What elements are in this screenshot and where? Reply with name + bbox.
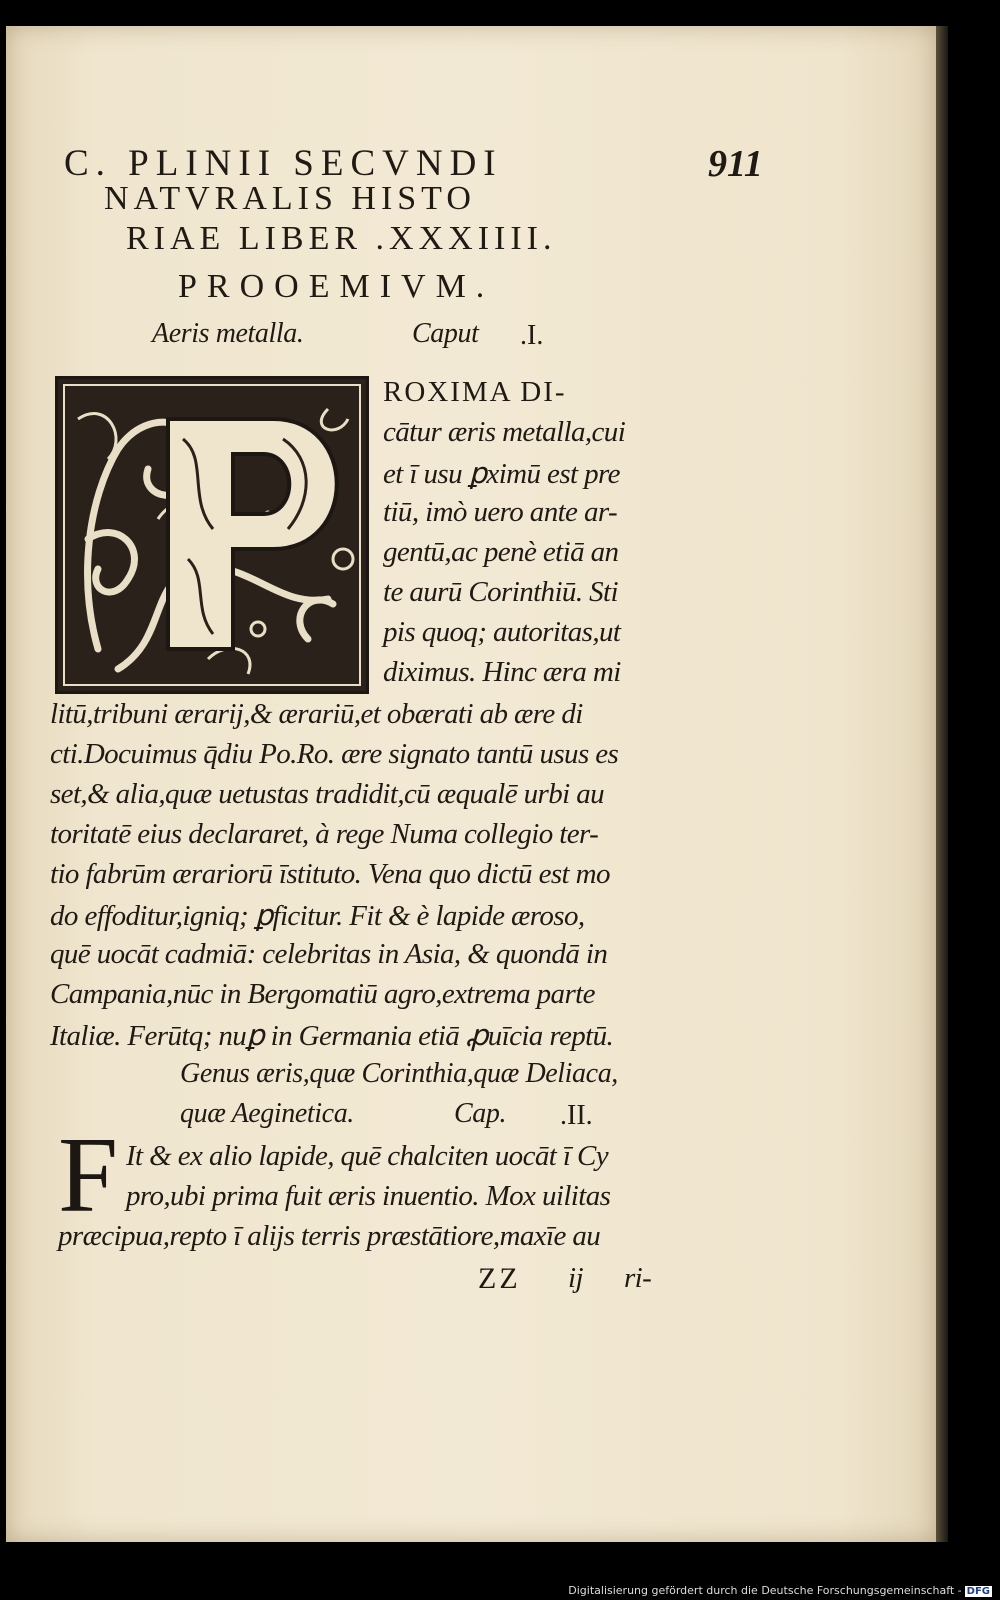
- decorated-initial-p: [55, 376, 369, 694]
- text-line-11: set,& alia,quæ uetustas tradidit,cū æqualē urbi au: [50, 778, 605, 810]
- text-line-10: cti.Docuimus q̄diu Po.Ro. ære signato tantū usus es: [50, 738, 619, 770]
- text-line-2: cātur æris metalla,cui: [383, 416, 626, 448]
- chapter-2-number: .II.: [560, 1100, 593, 1131]
- text-line-8: diximus. Hinc æra mi: [383, 656, 621, 688]
- text-line-20: præcipua,repto ī alijs terris præstātiore,maxīe au: [58, 1220, 601, 1252]
- chapter-1-number: .I.: [520, 320, 544, 351]
- text-line-19: pro,ubi prima fuit æris inuentio. Mox uilitas: [126, 1180, 611, 1212]
- text-line-18: It & ex alio lapide, quē chalciten uocāt ī Cy: [126, 1140, 608, 1172]
- chapter-2-title-line-1: Genus æris,quæ Corinthia,quæ Deliaca,: [180, 1058, 618, 1089]
- running-head-line-1: C. PLINII SECVNDI: [64, 143, 503, 184]
- page-edge: [936, 26, 948, 1542]
- folio-number: 911: [708, 143, 763, 185]
- credit-text: Digitalisierung gefördert durch die Deutsche Forschungsgemeinschaft -: [568, 1584, 962, 1597]
- text-line-5: gentū,ac penè etiā an: [383, 536, 619, 568]
- initial-ornament-image: [58, 379, 366, 691]
- text-line-13: tio fabrūm ærariorū īstituto. Vena quo dictū est mo: [50, 858, 610, 890]
- text-line-6: te aurū Corinthiū. Sti: [383, 576, 618, 608]
- dfg-logo: DFG: [966, 1586, 990, 1597]
- text-line-17: Italiæ. Ferūtq; nuꝑ in Germania etiā ꝓuīcia reptū.: [50, 1020, 614, 1052]
- text-line-3: et ī usu ꝑximū est pre: [383, 458, 620, 490]
- text-line-16: Campania,nūc in Bergomatiū agro,extrema parte: [50, 978, 595, 1010]
- text-line-9: litū,tribuni ærarij,& ærariū,et obærati ab ære di: [50, 698, 583, 730]
- text-line-12: toritatē eius declararet, à rege Numa collegio ter-: [50, 818, 599, 850]
- chapter-1-title: Aeris metalla.: [152, 318, 304, 349]
- text-line-15: quē uocāt cadmiā: celebritas in Asia, & quondā in: [50, 938, 608, 970]
- chapter-2-label: Cap.: [454, 1098, 507, 1129]
- initial-letter-f: F: [58, 1116, 119, 1235]
- signature-number: ij: [568, 1262, 583, 1294]
- prooemium-heading: PROOEMIVM.: [178, 268, 495, 305]
- text-line-4: tiū, imò uero ante ar-: [383, 496, 618, 528]
- chapter-1-label: Caput: [412, 318, 479, 349]
- running-head-line-3: RIAE LIBER .XXXIIII.: [126, 220, 557, 257]
- text-line-14: do effoditur,igniq; ꝑficitur. Fit & è lapide æroso,: [50, 900, 585, 932]
- text-line-7: pis quoq; autoritas,ut: [383, 616, 621, 648]
- signature-mark: ZZ: [478, 1262, 521, 1295]
- catchword: ri-: [624, 1262, 652, 1294]
- digitization-credit: [568, 1584, 992, 1597]
- chapter-2-title-line-2: quæ Aeginetica.: [180, 1098, 354, 1129]
- text-line-1: ROXIMA DI-: [383, 376, 567, 408]
- running-head-line-2: NATVRALIS HISTO: [104, 180, 476, 217]
